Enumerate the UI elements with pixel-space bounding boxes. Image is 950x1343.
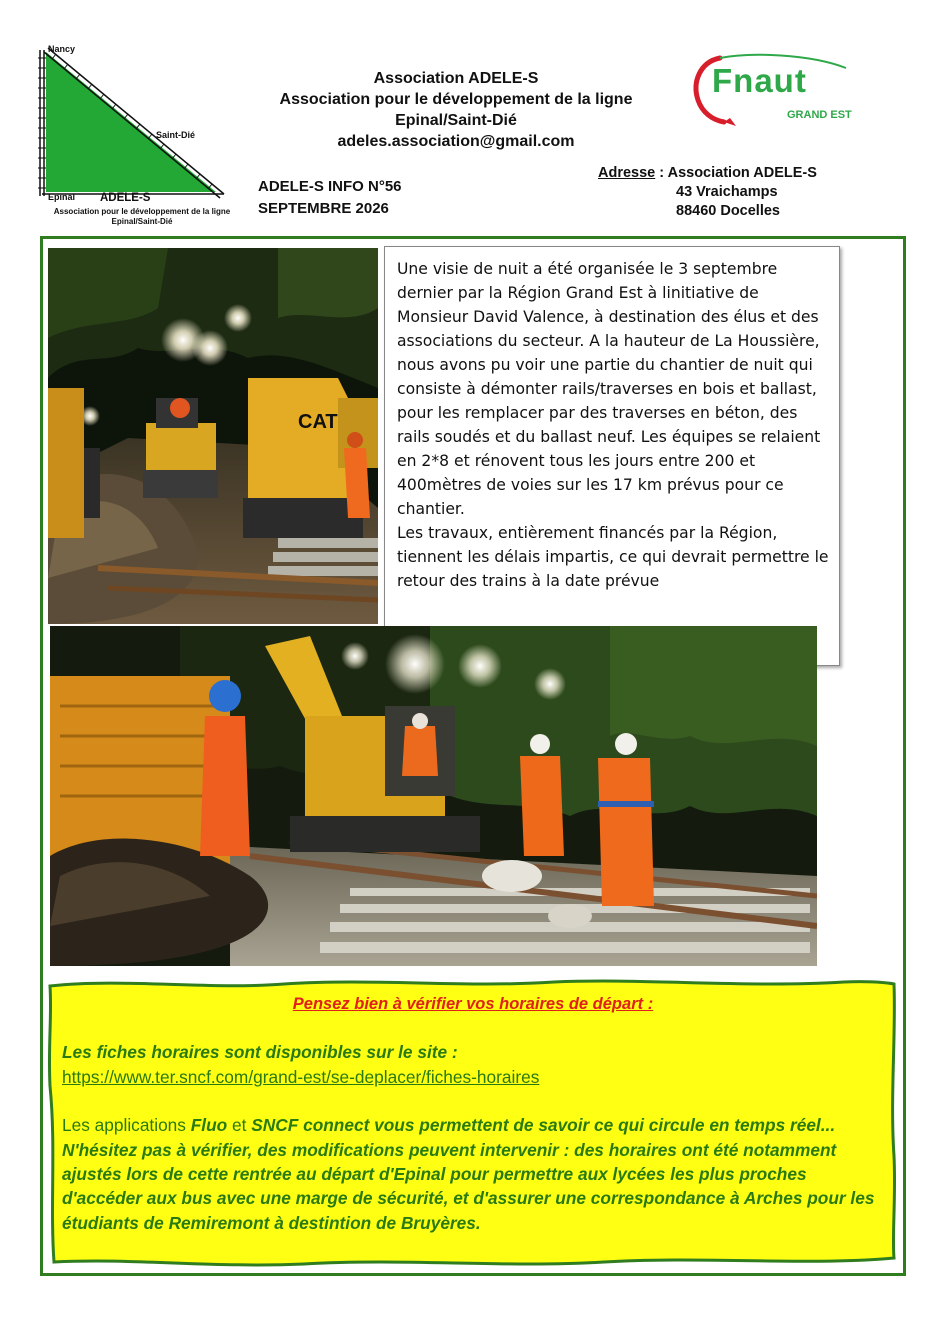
newsletter-info (258, 176, 402, 220)
article-paragraph-2: Les travaux, entièrement financés par la Région, tiennent les délais impartis, ce qui devrait permettre le retour des trains à la date prévue (397, 524, 829, 590)
article-paragraph-1: Une visie de nuit a été organisée le 3 septembre dernier par la Région Grand Est à linitiative de Monsieur David Valence, à destination des élus et des associations du secteur. A la hauteur de La Houssière, nous avons pu voir une partie du chantier de nuit qui consiste à démonter rails/traverses en bois et ballast, pour les remplacer par des traverses en béton, des rails soudés et du ballast neuf. Les équipes se relaient en 2*8 et rénovent tous les jours entre 200 et 400mètres de voies sur les 17 km prévus pour ce chantier. (397, 260, 821, 518)
association-purpose-line1: Association pour le développement de la ligne (279, 91, 633, 108)
note-apps-and: et (227, 1115, 252, 1136)
note-fiches-text: Les fiches horaires sont disponibles sur le site : (62, 1042, 458, 1063)
schedule-reminder-note (44, 976, 900, 1268)
association-name: Association ADELE-S (373, 70, 539, 87)
note-apps-prefix: Les applications (62, 1115, 191, 1136)
logo-label-nancy: Nancy (48, 44, 76, 54)
note-spacer (62, 1089, 884, 1113)
fnaut-grand-est: GRAND EST (787, 109, 852, 121)
note-content (62, 992, 884, 1235)
fnaut-logo (690, 48, 860, 134)
article-text-box (384, 246, 840, 666)
address-city: 88460 Docelles (676, 203, 780, 219)
worksite-photo-workers-on-track (50, 626, 817, 966)
fnaut-wordmark: Fnaut (712, 62, 807, 99)
newsletter-date: SEPTEMBRE 2026 (258, 200, 389, 217)
newsletter-number: ADELE-S INFO N°56 (258, 178, 402, 195)
fiches-horaires-link[interactable]: https://www.ter.sncf.com/grand-est/se-deplacer/fiches-horaires (62, 1066, 540, 1087)
postal-address (598, 164, 858, 221)
excavator-brand-label: CAT (298, 411, 338, 433)
address-street: 43 Vraichamps (676, 184, 778, 200)
worksite-photo-bottom-drawing (50, 626, 817, 966)
address-label: Adresse (598, 165, 656, 181)
association-email[interactable]: adeles.association@gmail.com (337, 133, 575, 150)
address-name: Association ADELE-S (667, 165, 817, 181)
logo-tagline: Association pour le développement de la ligne Epinal/Saint-Dié (53, 207, 231, 226)
worksite-photo-roller-excavator (48, 248, 378, 624)
note-apps-paragraph (62, 1113, 884, 1235)
logo-label-epinal: Epinal (48, 192, 76, 202)
logo-label-saint-die: Saint-Dié (156, 130, 196, 140)
note-title: Pensez bien à vérifier vos horaires de départ : (292, 995, 654, 1013)
worksite-photo-top-drawing (48, 248, 378, 624)
address-separator: : (655, 165, 668, 181)
association-purpose-line2: Epinal/Saint-Dié (395, 112, 517, 129)
note-app-fluo: Fluo (190, 1115, 228, 1136)
note-apps-rest: SNCF connect vous permettent de savoir ce qui circule en temps réel... N'hésitez pas à vérifier, des modifications peuvent intervenir : des horaires ont été notamment ajustés lors de cette rentrée au départ d'Epinal pour permettre aux lycées les plus proches d'accéder aux bus avec une marge de sécurité, et d'assurer une correspondance à Arches pour les étudiants de Remiremont à destintion de Bruyères. (62, 1115, 875, 1233)
logo-label-adele-s: ADELE-S (100, 192, 151, 204)
association-header (240, 68, 672, 152)
adele-s-logo (38, 44, 230, 232)
